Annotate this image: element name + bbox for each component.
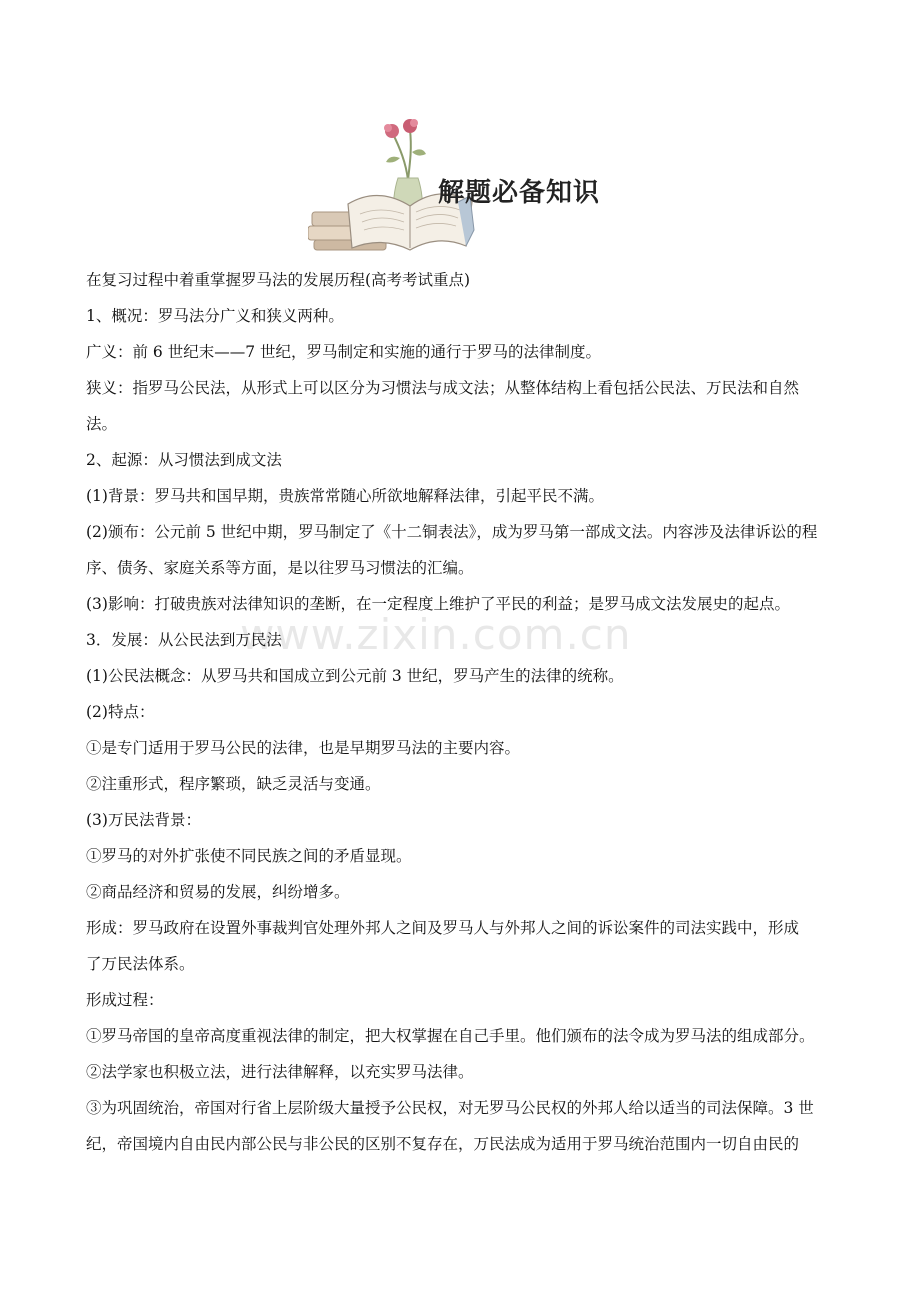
paragraph-line: ②商品经济和贸易的发展，纠纷增多。 [86,883,350,901]
paragraph-line: ②法学家也积极立法，进行法律解释，以充实罗马法律。 [86,1063,474,1081]
paragraph-line: 形成过程： [86,991,164,1009]
paragraph-line: 序、债务、家庭关系等方面，是以往罗马习惯法的汇编。 [86,559,474,577]
paragraph-line: 了万民法体系。 [86,955,195,973]
section-title: 解题必备知识 [438,178,601,208]
paragraph-line: (2)颁布：公元前 5 世纪中期，罗马制定了《十二铜表法》，成为罗马第一部成文法。内容涉及法律诉讼的程 [86,523,818,541]
paragraph-line: 1、概况：罗马法分广义和狭义两种。 [86,307,344,325]
paragraph-line: ①罗马帝国的皇帝高度重视法律的制定，把大权掌握在自己手里。他们颁布的法令成为罗马法的组成部分。 [86,1027,815,1045]
paragraph-line: 形成：罗马政府在设置外事裁判官处理外邦人之间及罗马人与外邦人之间的诉讼案件的司法实践中，形成 [86,919,800,937]
paragraph-line: ①罗马的对外扩张使不同民族之间的矛盾显现。 [86,847,412,865]
paragraph-line: 在复习过程中着重掌握罗马法的发展历程(高考考试重点) [86,271,471,289]
paragraph-line: ①是专门适用于罗马公民的法律，也是早期罗马法的主要内容。 [86,739,521,757]
paragraph-line: (3)万民法背景： [86,811,201,829]
paragraph-line: ③为巩固统治，帝国对行省上层阶级大量授予公民权，对无罗马公民权的外邦人给以适当的司法保障。3 世 [86,1099,814,1117]
paragraph-line: (1)背景：罗马共和国早期，贵族常常随心所欲地解释法律，引起平民不满。 [86,487,604,505]
paragraph-line: (2)特点： [86,703,155,721]
paragraph-line: 狭义：指罗马公民法，从形式上可以区分为习惯法与成文法；从整体结构上看包括公民法、万民法和自然 [86,379,800,397]
paragraph-line: 广义：前 6 世纪末——7 世纪，罗马制定和实施的通行于罗马的法律制度。 [86,343,602,361]
paragraph-line: (1)公民法概念：从罗马共和国成立到公元前 3 世纪，罗马产生的法律的统称。 [86,667,624,685]
paragraph-line: 法。 [86,415,118,433]
paragraph-line: 2、起源：从习惯法到成文法 [86,451,282,469]
watermark: www.zixin.com.cn [240,610,632,659]
paragraph-line: (3)影响：打破贵族对法律知识的垄断，在一定程度上维护了平民的利益；是罗马成文法发展史的起点。 [86,595,790,613]
paragraph-line: ②注重形式，程序繁琐，缺乏灵活与变通。 [86,775,381,793]
document-body [86,262,846,1162]
paragraph-line: 纪，帝国境内自由民内部公民与非公民的区别不复存在，万民法成为适用于罗马统治范围内一切自由民的 [86,1135,800,1153]
paragraph-line: 3．发展：从公民法到万民法 [86,631,282,649]
